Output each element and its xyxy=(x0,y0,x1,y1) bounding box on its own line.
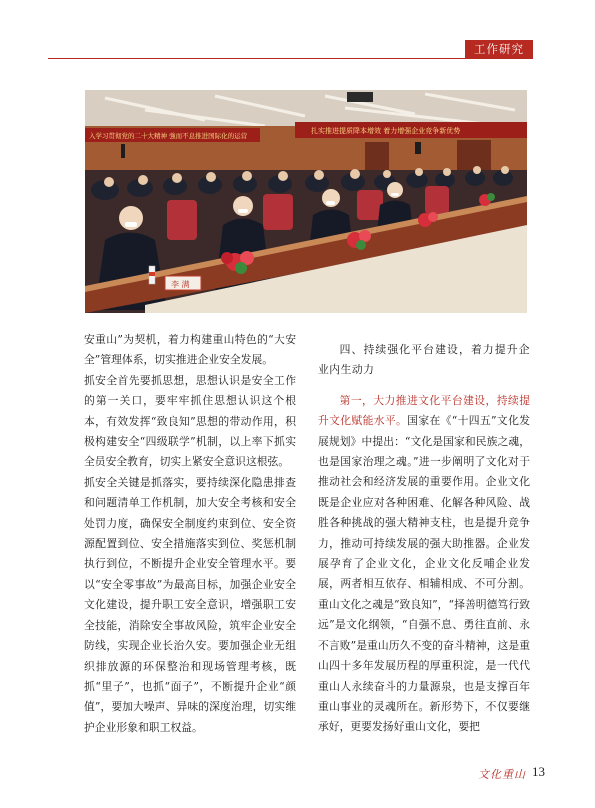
right-paragraph xyxy=(318,391,530,738)
page-number: 13 xyxy=(532,764,545,779)
left-text-column xyxy=(84,330,296,738)
section-label: 工作研究 xyxy=(465,40,533,59)
sub-heading: 第一，大力推进文化平台建设，持续提升文化赋能水平。 xyxy=(318,393,530,428)
conference-photo xyxy=(85,90,527,313)
left-paragraph-1: 安重山”为契机，着力构建重山特色的“大安全”管理体系，切实推进企业安全发展。 xyxy=(84,333,296,367)
banner-right-text: 扎实推进提质降本增效 着力增强企业竞争新优势 xyxy=(311,127,461,135)
footer-brand-logo: 文化重山 xyxy=(478,768,526,781)
projector-icon xyxy=(347,92,373,102)
conference-hall-illustration xyxy=(85,90,527,313)
right-paragraph-body: 国家在《“十四五”文化发展规划》中提出：“文化是国家和民族之魂，也是国家治理之魂。”进一步阐明了文化对于推动社会和经济发展的重要作用。企业文化既是企业应对各种困难、化解各种风险、战胜各种挑战的强大精神支柱，也是提升竞争力，推动可持续发展的强大助推器。企业发展孕育了企业文化，企业文化反哺企业发展，两者相互依存、相辅相成、不可分割。重山文化之魂是“致良知”，“择善明德笃行致远”是文化纲领，“自强不息、勇往直前、永不言败”是重山历久不变的奋斗精神，这是重山四十多年发展历程的厚重积淀，是一代代重山人永续奋斗的力量源泉，也是支撑百年重山事业的灵魂所在。新形势下，不仅要继承好，更要发扬好重山文化，要把 xyxy=(318,414,531,734)
header-rule xyxy=(48,58,533,59)
right-text-column xyxy=(318,330,530,738)
section-heading: 四、持续强化平台建设，着力提升企业内生动力 xyxy=(318,343,530,377)
left-paragraph-2: 抓安全首先要抓思想，思想认识是安全工作的第一关口，要牢牢抓住思想认识这个根本，有效发挥“致良知”思想的带动作用，积极构建安全“四级联学”机制，以上率下抓实全员安全教育，切实上紧安全意识这根弦。 xyxy=(84,373,296,469)
left-paragraph-3: 抓安全关键是抓落实，要持续深化隐患排查和问题清单工作机制，加大安全考核和安全处罚力度，确保安全制度约束到位、安全资源配置到位、安全措施落实到位、奖惩机制执行到位，不断提升企业安全管理水平。要以“安全零事故”为最高目标，加强企业安全文化建设，提升职工安全意识，增强职工安全技能，消除安全事故风险，筑牢企业安全防线，实现企业长治久安。要加强企业无组织排放源的环保整治和现场管理考核，既抓“里子”，也抓“面子”，不断提升企业“颜值”，要加大噪声、异味的深度治理，切实维护企业形象和职工权益。 xyxy=(84,475,296,734)
banner-left-text: 入学习贯彻党的二十大精神 強而不息推进国际化的运营 xyxy=(89,132,248,140)
name-plate-text: 李 满 xyxy=(171,280,190,289)
